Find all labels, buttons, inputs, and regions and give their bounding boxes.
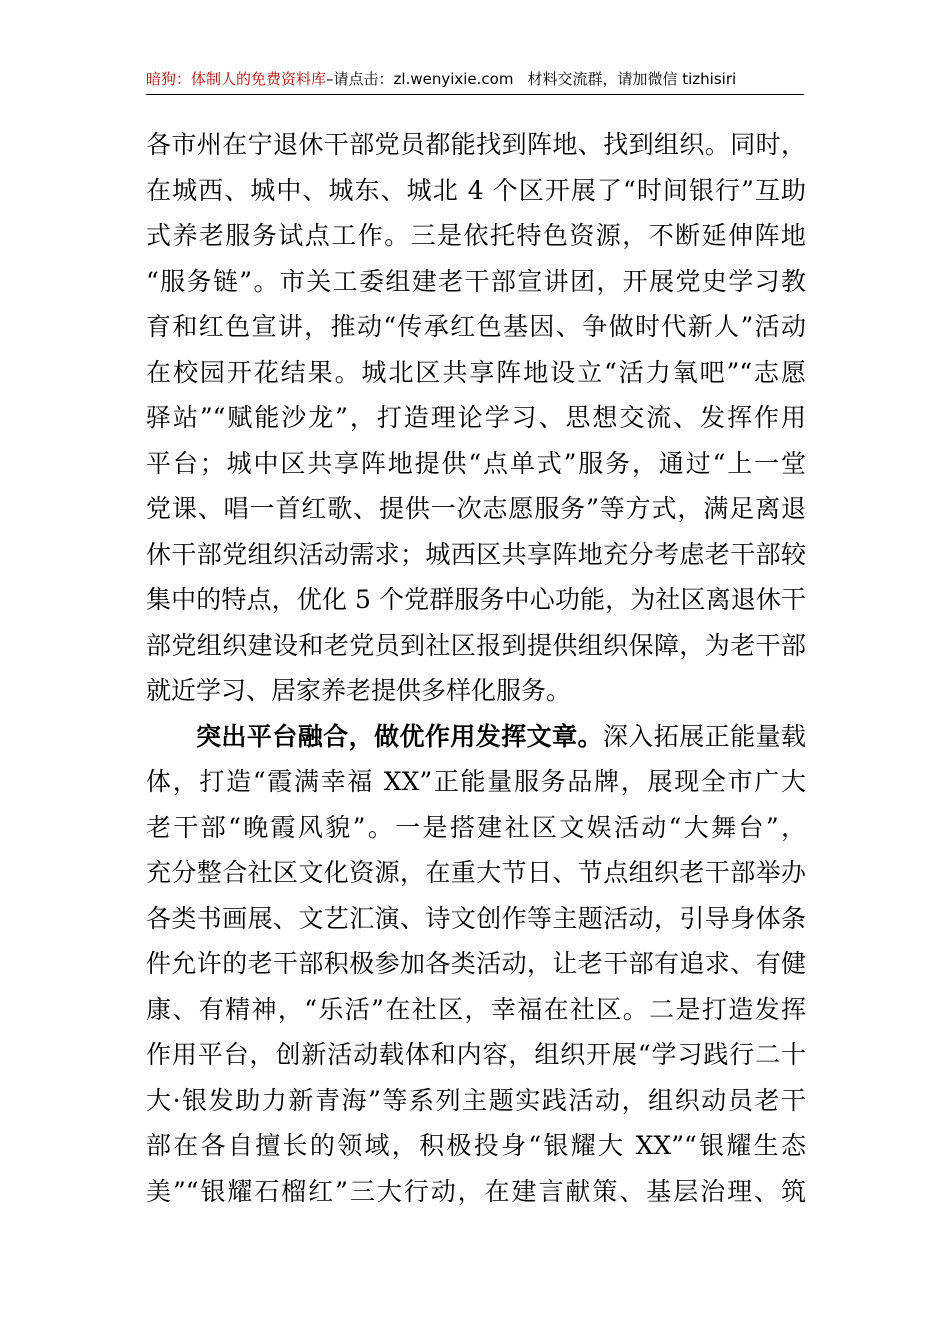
text-line: 部党组织建设和老党员到社区报到提供组织保障，为老干部 xyxy=(146,630,806,660)
text-line: 在校园开花结果。城北区共享阵地设立“活力氧吧”“志愿 xyxy=(146,357,806,387)
text-line: 充分整合社区文化资源，在重大节日、节点组织老干部举办 xyxy=(146,858,806,887)
text-line: 休干部党组织活动需求；城西区共享阵地充分考虑老干部较 xyxy=(146,539,806,569)
document-body xyxy=(146,122,806,1214)
text-line: 党课、唱一首红歌、提供一次志愿服务”等方式，满足离退 xyxy=(146,494,806,523)
text-line: 康、有精神，“乐活”在社区，幸福在社区。二是打造发挥 xyxy=(146,994,806,1024)
text-line: 体，打造“霞满幸福 XX”正能量服务品牌，展现全市广大 xyxy=(146,767,806,796)
text-line: 件允许的老干部积极参加各类活动，让老干部有追求、有健 xyxy=(146,949,806,978)
page-header xyxy=(146,64,804,95)
text-line: 美”“银耀石榴红”三大行动，在建言献策、基层治理、筑 xyxy=(146,1176,806,1206)
header-contact: 材料交流群，请加微信 tizhisiri xyxy=(527,70,737,88)
text-line: 集中的特点，优化 5 个党群服务中心功能，为社区离退休干 xyxy=(146,585,806,614)
text-line: 就近学习、居家养老提供多样化服务。 xyxy=(146,676,572,705)
header-site-name: 暗狗：体制人的免费资料库 xyxy=(146,70,327,88)
text-line: “服务链”。市关工委组建老干部宣讲团，开展党史学习教 xyxy=(146,266,806,296)
paragraph-heading: 突出平台融合，做优作用发挥文章。 xyxy=(196,721,603,751)
paragraph-2 xyxy=(146,714,806,1215)
header-link[interactable]: zl.wenyixie.com xyxy=(393,70,514,88)
paragraph-heading-line xyxy=(146,714,806,760)
text-line: 式养老服务试点工作。三是依托特色资源，不断延伸阵地 xyxy=(146,221,806,250)
text-line: 部在各自擅长的领域，积极投身“银耀大 XX”“银耀生态 xyxy=(146,1131,806,1160)
text-line: 育和红色宣讲，推动“传承红色基因、争做时代新人”活动 xyxy=(146,312,806,341)
text-line: 驿站”“赋能沙龙”，打造理论学习、思想交流、发挥作用 xyxy=(146,403,806,432)
paragraph-1 xyxy=(146,122,806,714)
text-line: 老干部“晚霞风貌”。一是搭建社区文娱活动“大舞台”， xyxy=(146,812,806,842)
text-line: 各类书画展、文艺汇演、诗文创作等主题活动，引导身体条 xyxy=(146,903,806,933)
heading-line-rest: 深入拓展正能量载 xyxy=(602,721,806,751)
text-line: 大·银发助力新青海”等系列主题实践活动，组织动员老干 xyxy=(146,1085,806,1115)
text-line: 平台；城中区共享阵地提供“点单式”服务，通过“上一堂 xyxy=(146,448,806,478)
text-line: 在城西、城中、城东、城北 4 个区开展了“时间银行”互助 xyxy=(146,175,806,205)
text-line: 作用平台，创新活动载体和内容，组织开展“学习践行二十 xyxy=(146,1040,806,1069)
text-line: 各市州在宁退休干部党员都能找到阵地、找到组织。同时， xyxy=(146,130,806,159)
header-link-prefix: –请点击： xyxy=(326,70,394,88)
